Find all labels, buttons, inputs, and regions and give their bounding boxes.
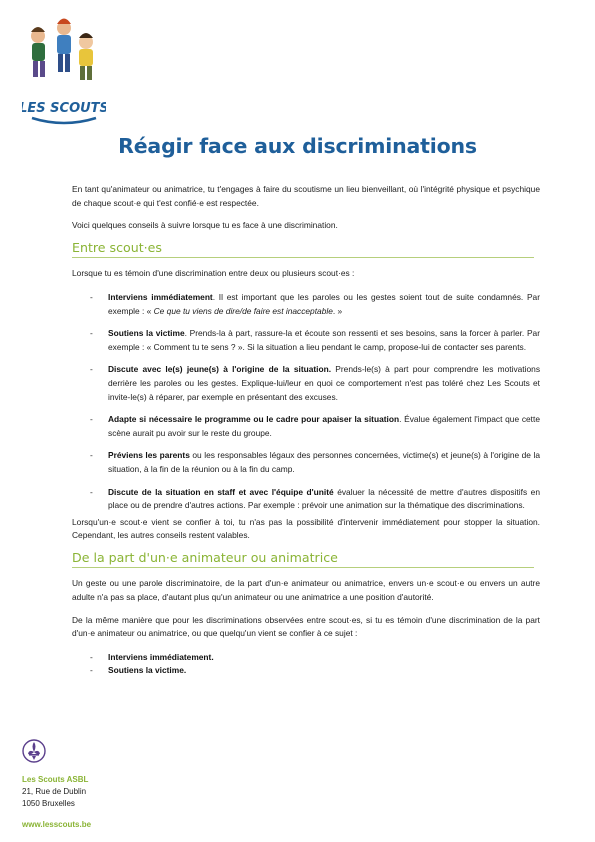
section-heading-entre-scoutes: Entre scout·es [72, 241, 534, 259]
document-body [72, 183, 540, 678]
section1-closing: Lorsqu'un·e scout·e vient se confier à toi, tu n'as pas la possibilité d'intervenir immédiatement pour stopper la situation. Cependant, les autres conseils restent valables. [72, 516, 540, 541]
section-heading-animateur: De la part d'un·e animateur ou animatrice [72, 551, 534, 569]
footer-address-city: 1050 Bruxelles [22, 799, 75, 808]
intro-paragraph-1: En tant qu'animateur ou animatrice, tu t'engages à faire du scoutisme un lieu bienveillant, où l'intégrité physique et psychique de chaque scout·e qui t'est confié·e est respectée. [72, 184, 540, 208]
footer [22, 738, 91, 831]
footer-address-street: 21, Rue de Dublin [22, 787, 87, 796]
list-item: - Interviens immédiatement. Il est important que les paroles ou les gestes soient tout de suite condamnés. Par exemple : « Ce que tu viens de dire/de faire est inacceptable. » [72, 291, 540, 318]
list-item: - Préviens les parents ou les responsables légaux des personnes concernées, victime(s) et jeune(s) à l'origine de la situation, à la fin de la réunion ou à la fin du camp. [72, 449, 540, 476]
list-item: - Discute avec le(s) jeune(s) à l'origine de la situation. Prends-le(s) à part pour comprendre les motivations derrière les paroles ou les gestes. Explique-lui/leur en quoi ce comportement n'est pas toléré chez Les Scouts et invite-le(s) à réparer, par exemple en présentant des excuses. [72, 363, 540, 404]
list-item: - Soutiens la victime. [72, 664, 540, 678]
section2-paragraph-2: De la même manière que pour les discriminations observées entre scout·es, si tu es témoin d'une discrimination de la part d'un·e animateur ou animatrice, ou que quelqu'un vient se confier à ce sujet : [72, 614, 540, 639]
footer-website-link[interactable]: www.lesscouts.be [22, 820, 92, 829]
section2-advice-list [72, 651, 540, 678]
section1-lead: Lorsque tu es témoin d'une discrimination entre deux ou plusieurs scout·es : [72, 268, 355, 279]
intro-paragraph-2: Voici quelques conseils à suivre lorsque tu es face à une discrimination. [72, 220, 338, 231]
scout-kids-illustration [31, 19, 93, 81]
fleur-de-lis-icon [22, 738, 46, 768]
list-item: - Adapte si nécessaire le programme ou le cadre pour apaiser la situation. Évalue également l'impact que cette scène aurait pu avoir sur le reste du groupe. [72, 413, 540, 440]
section2-paragraph-1: Un geste ou une parole discriminatoire, de la part d'un·e animateur ou animatrice, envers un·e scout·e ou envers un autre adulte n'a pas sa place, d'autant plus qu'un animateur ou une animatrice a une position d'autorité. [72, 578, 540, 603]
list-item: - Interviens immédiatement. [72, 651, 540, 665]
list-item: - Soutiens la victime. Prends-la à part, rassure-la et écoute son ressenti et ses besoins, sans la forcer à parler. Par exemple : « Comment tu te sens ? ». Si la situation a lieu pendant le camp, propose-lui de contacter ses parents. [72, 327, 540, 354]
section1-advice-list [72, 291, 540, 513]
list-item: - Discute de la situation en staff et avec l'équipe d'unité évaluer la nécessité de mettre d'autres dispositifs en place ou de prendre d'autres actions. Par exemple : prévoir une animation sur la thématique des discriminations. [72, 486, 540, 513]
page-title: Réagir face aux discriminations [118, 134, 477, 158]
footer-org-name: Les Scouts ASBL [22, 775, 89, 784]
les-scouts-logo [22, 14, 106, 132]
logo-text: LES SCOUTS [22, 101, 106, 116]
